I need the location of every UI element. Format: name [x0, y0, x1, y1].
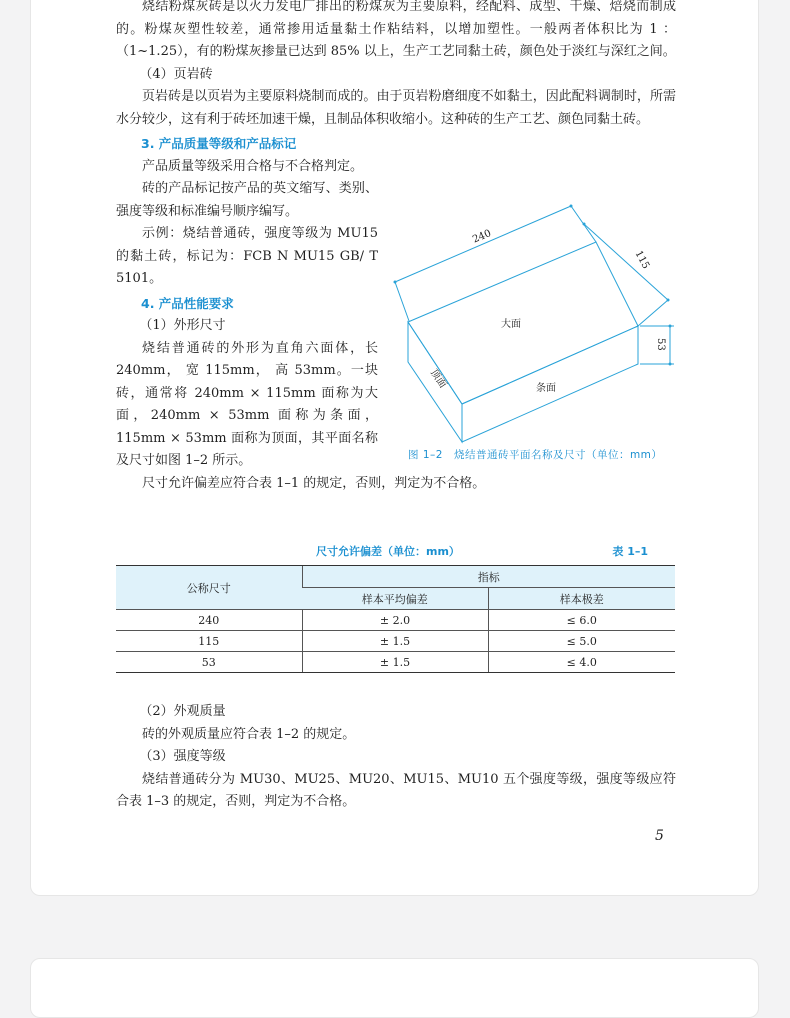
label-side-face: 条面 — [536, 383, 556, 394]
label-length: 240 — [471, 227, 493, 246]
dim-line-115 — [584, 224, 668, 300]
label-large-face: 大面 — [501, 319, 521, 330]
table-title: 尺寸允许偏差（单位：mm） — [316, 545, 460, 558]
header-sample-average: 样本平均偏差 — [302, 588, 488, 610]
cell-range: ≤ 5.0 — [488, 631, 675, 652]
table-number: 表 1–1 — [612, 545, 648, 558]
paragraph-product-mark: 砖的产品标记按产品的英文缩写、类别、强度等级和标准编号顺序编写。 — [116, 181, 378, 219]
paragraph-strength: 烧结普通砖分为 MU30、MU25、MU20、MU15、MU10 五个强度等级，强度等级应符合表 1–3 的规定，否则，判定为不合格。 — [116, 771, 676, 809]
section-heading-performance: 4. 产品性能要求 — [141, 295, 234, 311]
paragraph-shale-brick: 页岩砖是以页岩为主要原料烧制而成的。由于页岩粉磨细度不如黏土，因此配料调制时，所需水分较少，这有利于砖坯加速干燥，且制品体积收缩小。这种砖的生产工艺、颜色同黏土砖。 — [116, 89, 676, 127]
table-row — [116, 652, 675, 673]
table-row — [116, 631, 675, 652]
label-top-face: 顶面 — [427, 367, 449, 391]
cell-average: ± 1.5 — [302, 652, 488, 673]
label-height: 53 — [655, 338, 666, 351]
next-page — [30, 958, 759, 1018]
tolerance-table — [116, 565, 675, 673]
cell-size: 53 — [116, 652, 302, 673]
section-heading-quality: 3. 产品质量等级和产品标记 — [141, 136, 297, 151]
cell-range: ≤ 6.0 — [488, 610, 675, 631]
header-sample-range: 样本极差 — [488, 588, 675, 610]
lower-text — [116, 701, 676, 814]
cell-range: ≤ 4.0 — [488, 652, 675, 673]
cell-average: ± 1.5 — [302, 631, 488, 652]
heading-appearance: （2）外观质量 — [139, 704, 226, 719]
paragraph-flyash-brick: 烧结粉煤灰砖是以火力发电厂排出的粉煤灰为主要原料，经配料、成型、干燥、焙烧而制成的。粉煤灰塑性较差，通常掺用适量黏土作粘结料，以增加塑性。一般两者体积比为 1 ：（1~1.25），有的粉煤灰掺量已达到 85% 以上，生产工艺同黏土砖，颜色处于淡红与深红之间。 — [116, 0, 676, 59]
header-index: 指标 — [302, 566, 675, 588]
heading-dimensions: （1）外形尺寸 — [139, 318, 226, 333]
paragraph-example: 示例：烧结普通砖，强度等级为 MU15 的黏土砖，标记为：FCB N MU15 GB/ T 5101。 — [116, 226, 378, 286]
paragraph-tolerance: 尺寸允许偏差应符合表 1–1 的规定，否则，判定为不合格。 — [142, 475, 486, 491]
figure-caption: 图 1–2 烧结普通砖平面名称及尺寸（单位：mm） — [408, 449, 663, 461]
paragraph-dimensions: 烧结普通砖的外形为直角六面体，长 240mm， 宽 115mm， 高 53mm。一块砖，通常将 240mm × 115mm 面称为大面，240mm × 53mm 面称为条面，115mm × 53mm 面称为顶面，其平面名称及尺寸如图 1–2 所示。 — [116, 340, 378, 468]
label-width: 115 — [632, 248, 652, 271]
table-title-row — [116, 543, 648, 561]
table-row — [116, 610, 675, 631]
heading-shale-brick: （4）页岩砖 — [139, 66, 213, 82]
header-nominal-size: 公称尺寸 — [116, 566, 302, 610]
left-column — [116, 156, 378, 473]
heading-strength: （3）强度等级 — [139, 749, 226, 764]
paragraph-appearance: 砖的外观质量应符合表 1–2 的规定。 — [142, 726, 356, 742]
page-number: 5 — [655, 828, 664, 844]
dim-line-240 — [395, 206, 571, 282]
cell-size: 240 — [116, 610, 302, 631]
cell-average: ± 2.0 — [302, 610, 488, 631]
paragraph-quality-grade: 产品质量等级采用合格与不合格判定。 — [142, 158, 364, 174]
cell-size: 115 — [116, 631, 302, 652]
brick-diagram — [388, 196, 688, 468]
